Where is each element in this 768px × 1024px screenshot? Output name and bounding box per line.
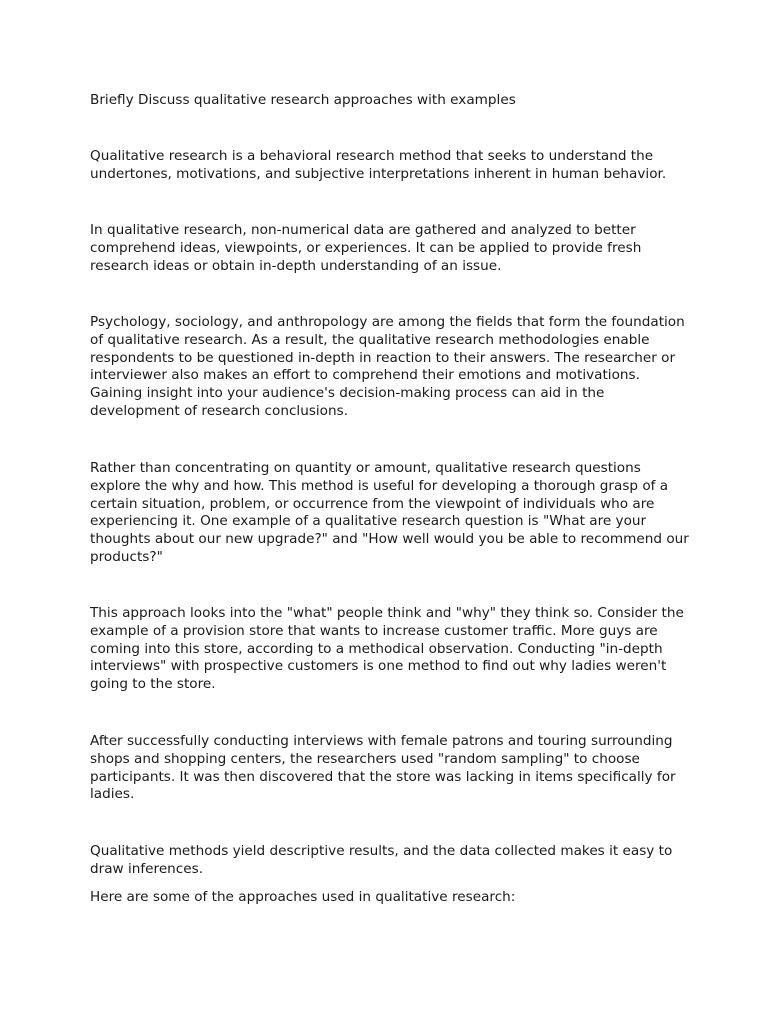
paragraph-random-sampling: After successfully conducting interviews with female patrons and touring surrounding shops and shopping centers, the researchers used "random sampling" to choose participants. It was then discovered that the store was lacking in items specifically for ladies. [90, 733, 676, 803]
paragraph-non-numerical-data: In qualitative research, non-numerical data are gathered and analyzed to better comprehend ideas, viewpoints, or experiences. It can be applied to provide fresh research ideas or obtain in-depth understanding of an issue. [90, 222, 642, 274]
paragraph-foundations: Psychology, sociology, and anthropology are among the fields that form the foundation of qualitative research. As a result, the qualitative research methodologies enable respondents to be questioned in-depth in reaction to their answers. The researcher or interviewer also makes an effort to comprehend their emotions and motivations. Gaining insight into your audience's decision-making process can aid in the development of research conclusions. [90, 314, 685, 419]
document-heading: Briefly Discuss qualitative research approaches with examples [90, 92, 516, 108]
paragraph-definition: Qualitative research is a behavioral research method that seeks to understand the undertones, motivations, and subjective interpretations inherent in human behavior. [90, 148, 667, 182]
paragraph-descriptive-results: Qualitative methods yield descriptive results, and the data collected makes it easy to draw inferences. [90, 843, 673, 877]
paragraph-why-and-how: Rather than concentrating on quantity or amount, qualitative research questions explore the why and how. This method is useful for developing a thorough grasp of a certain situation, problem, or occurrence from the viewpoint of individuals who are experiencing it. One example of a qualitative research question is "What are your thoughts about our new upgrade?" and "How well would you be able to recommend our products?" [90, 460, 689, 565]
paragraph-store-example: This approach looks into the "what" people think and "why" they think so. Consider the example of a provision store that wants to increase customer traffic. More guys are coming into this store, according to a methodical observation. Conducting "in-depth interviews" with prospective customers is one method to find out why ladies weren't going to the store. [90, 605, 684, 693]
paragraph-approaches-intro: Here are some of the approaches used in qualitative research: [90, 889, 516, 905]
